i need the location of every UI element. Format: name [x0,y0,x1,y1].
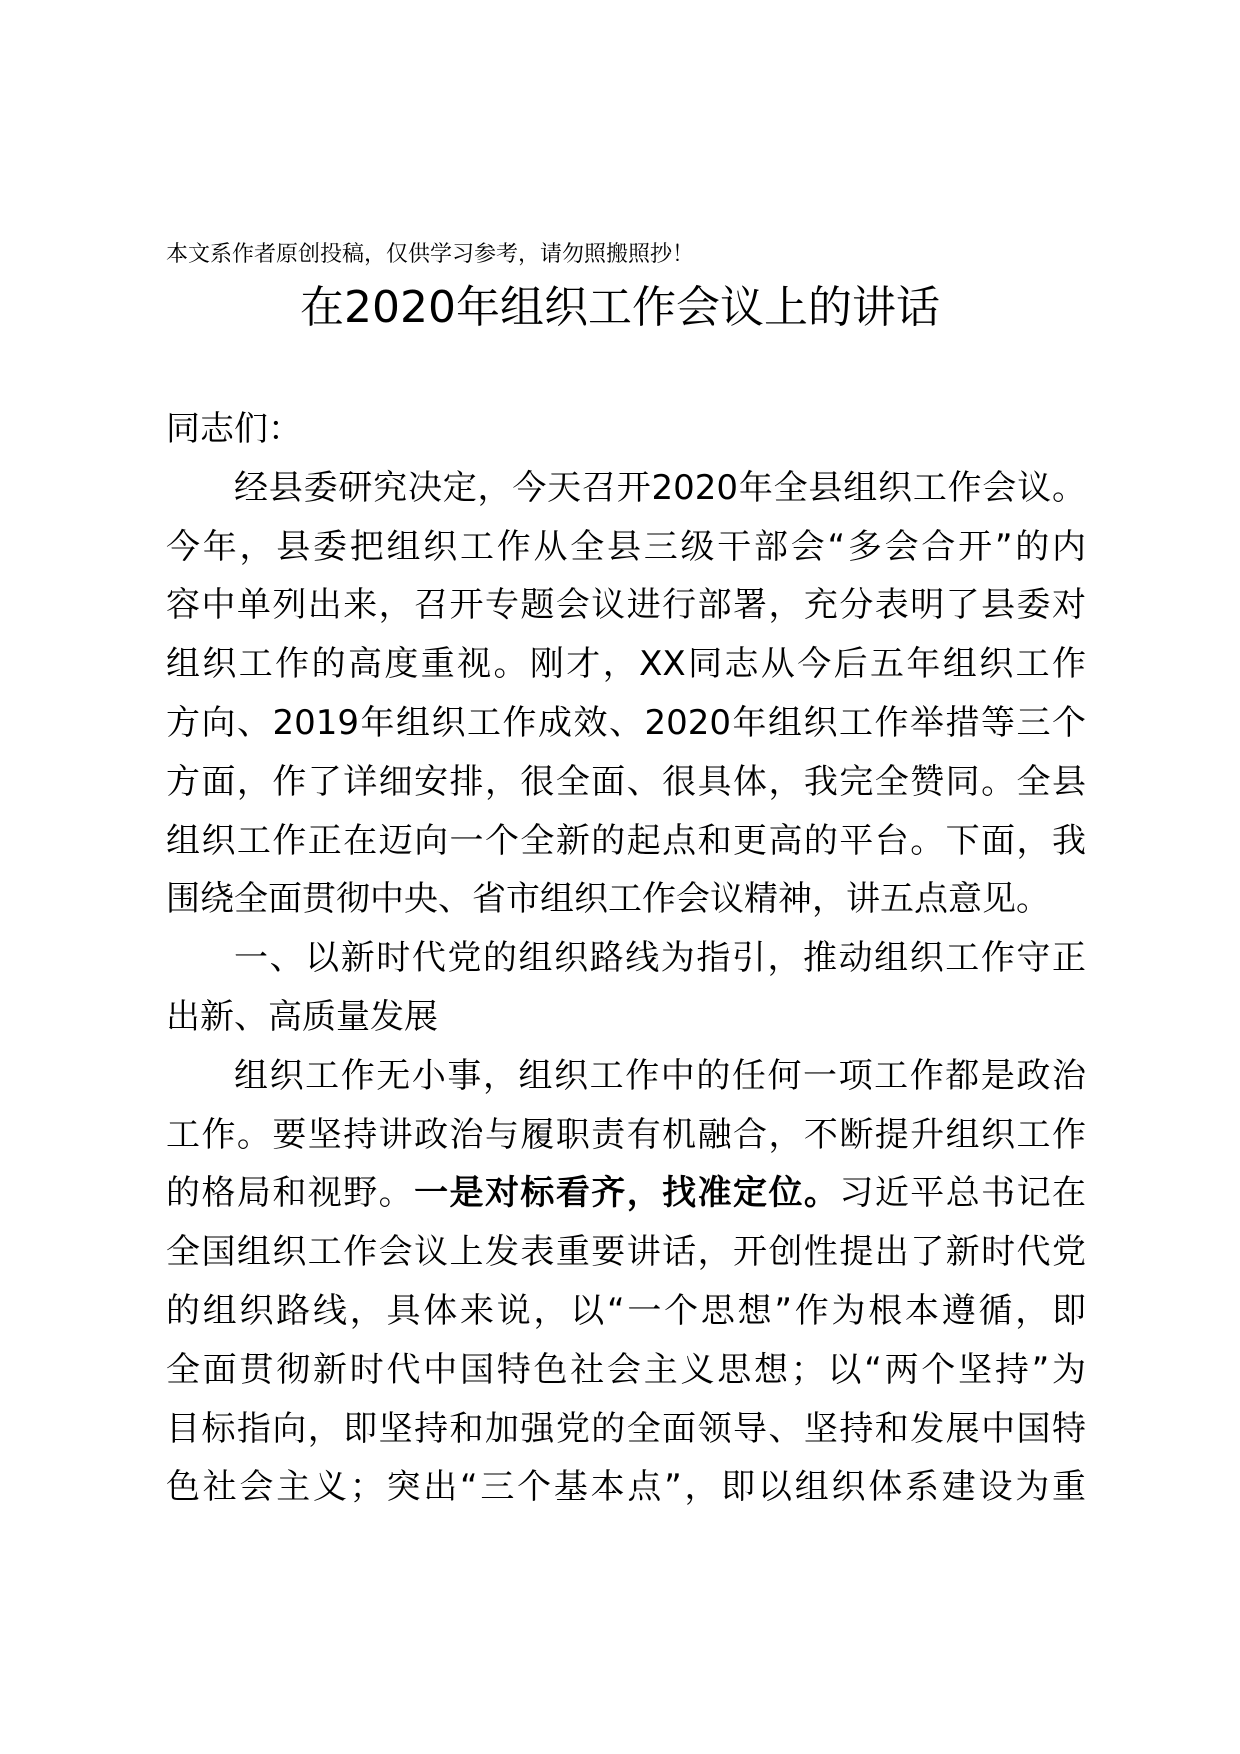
paragraph-line: 经县委研究决定，今天召开2020年全县组织工作会议。 [234,467,1086,508]
paragraph-line: 组织工作的高度重视。刚才，XX同志从今后五年组织工作 [166,644,1086,685]
line-text: 的格局和视野。 [166,1173,415,1214]
paragraph-line: 目标指向，即坚持和加强党的全面领导、坚持和发展中国特 [166,1408,1086,1449]
paragraph-line: 方向、2019年组织工作成效、2020年组织工作举措等三个 [166,702,1086,743]
paragraph-line: 今年，县委把组织工作从全县三级干部会“多会合开”的内 [166,526,1086,567]
bold-point-text: 一是对标看齐，找准定位。 [414,1173,840,1214]
paragraph-line: 组织工作正在迈向一个全新的起点和更高的平台。下面，我 [166,820,1086,861]
salutation: 同志们： [166,409,302,449]
paragraph-line [166,1164,1086,1223]
page-title: 在2020年组织工作会议上的讲话 [300,282,940,333]
line-text: 习近平总书记在 [839,1173,1087,1214]
section-heading-line: 一、以新时代党的组织路线为指引，推动组织工作守正 [234,938,1086,979]
paragraph-line: 全面贯彻新时代中国特色社会主义思想；以“两个坚持”为 [166,1349,1086,1390]
paragraph-line: 围绕全面贯彻中央、省市组织工作会议精神，讲五点意见。 [166,879,1050,920]
paragraph-line: 工作。要坚持讲政治与履职责有机融合，不断提升组织工作 [166,1114,1086,1155]
paragraph-line: 色社会主义；突出“三个基本点”，即以组织体系建设为重 [166,1467,1086,1508]
paragraph-line: 全国组织工作会议上发表重要讲话，开创性提出了新时代党 [166,1232,1086,1273]
document-body [166,400,1086,1517]
disclaimer-note: 本文系作者原创投稿，仅供学习参考，请勿照搬照抄！ [166,242,695,267]
section-heading-line: 出新、高质量发展 [166,996,438,1037]
paragraph-line: 的组织路线，具体来说，以“一个思想”作为根本遵循，即 [166,1290,1086,1331]
paragraph-line: 容中单列出来，召开专题会议进行部署，充分表明了县委对 [166,585,1086,626]
paragraph-line: 组织工作无小事，组织工作中的任何一项工作都是政治 [234,1055,1086,1096]
paragraph-line: 方面，作了详细安排，很全面、很具体，我完全赞同。全县 [166,761,1086,802]
